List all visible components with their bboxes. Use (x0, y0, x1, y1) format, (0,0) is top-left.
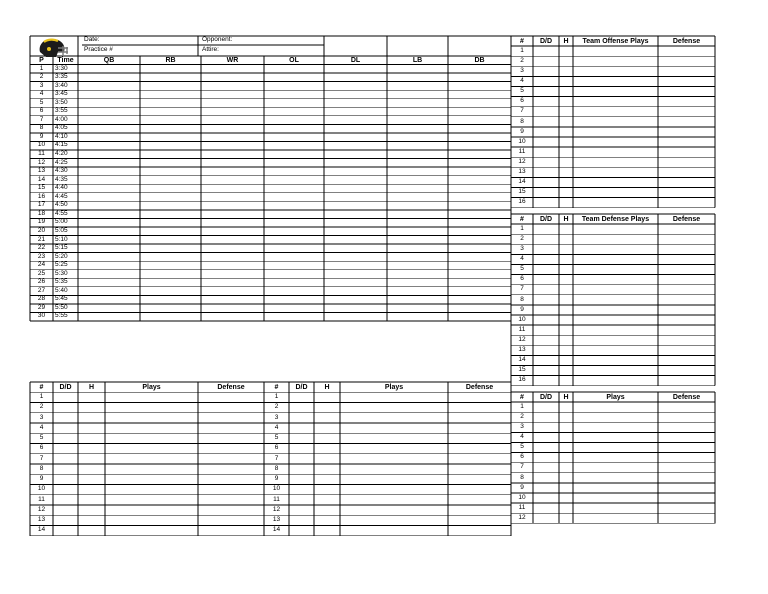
period-number: 15 (37, 184, 46, 192)
plays-middle-col-header: Plays (384, 383, 404, 391)
period-time: 5:30 (55, 269, 68, 277)
plays-middle-row-number: 5 (274, 434, 279, 442)
plays-middle-row-number: 2 (274, 403, 279, 411)
period-time: 4:25 (55, 158, 68, 166)
team-offense-row-number: 2 (520, 56, 524, 64)
schedule-col-header-ol: OL (289, 56, 299, 64)
plays-left-row-number: 3 (39, 413, 44, 421)
team-offense-col-header: Team Offense Plays (582, 37, 649, 45)
period-number: 30 (37, 312, 46, 320)
period-number: 19 (37, 218, 46, 226)
period-number: 20 (37, 226, 46, 234)
period-time: 5:55 (55, 312, 68, 320)
period-time: 3:50 (55, 98, 68, 106)
team-offense-row-number: 12 (518, 157, 526, 165)
team-offense-col-header: # (520, 37, 524, 45)
plays-right-col-header: Plays (606, 393, 625, 401)
plays-left-row-number: 14 (37, 526, 46, 534)
period-time: 5:40 (55, 286, 68, 294)
team-defense-row-number: 9 (520, 305, 524, 313)
period-number: 22 (37, 244, 46, 252)
team-defense-col-header: H (563, 215, 569, 223)
team-defense-col-header: D/D (539, 215, 553, 223)
team-defense-row-number: 2 (520, 234, 524, 242)
period-time: 5:15 (55, 244, 68, 252)
period-number: 23 (37, 252, 46, 260)
period-number: 18 (37, 209, 46, 217)
period-time: 3:55 (55, 107, 68, 115)
team-defense-row-number: 6 (520, 275, 524, 283)
plays-left-row-number: 10 (37, 485, 46, 493)
period-time: 4:45 (55, 192, 68, 200)
period-number: 12 (37, 158, 46, 166)
team-offense-row-number: 1 (520, 46, 524, 54)
plays-middle-row-number: 8 (274, 464, 279, 472)
plays-middle-row-number: 12 (272, 505, 281, 513)
team-defense-row-number: 4 (520, 255, 524, 263)
team-offense-row-number: 14 (518, 178, 526, 186)
period-number: 28 (37, 295, 46, 303)
team-defense-col-header: # (520, 215, 524, 223)
plays-middle-row-number: 10 (272, 485, 281, 493)
plays-right-row-number: 8 (520, 473, 524, 481)
period-number: 14 (37, 175, 46, 183)
period-time: 5:05 (55, 226, 68, 234)
plays-middle-row-number: 13 (272, 516, 281, 524)
period-time: 4:40 (55, 184, 68, 192)
plays-left-row-number: 12 (37, 505, 46, 513)
period-time: 4:20 (55, 150, 68, 158)
team-offense-col-header: Defense (672, 37, 701, 45)
team-defense-row-number: 15 (518, 366, 526, 374)
plays-right-col-header: H (563, 393, 569, 401)
plays-middle-row-number: 3 (274, 413, 279, 421)
team-offense-col-header: D/D (539, 37, 553, 45)
period-time: 5:20 (55, 252, 68, 260)
plays-left-row-number: 5 (39, 434, 44, 442)
plays-left-row-number: 6 (39, 444, 44, 452)
period-number: 24 (37, 261, 46, 269)
plays-left-row-number: 8 (39, 464, 44, 472)
plays-right-col-header: # (520, 393, 524, 401)
plays-middle-col-header: Defense (465, 383, 494, 391)
plays-right-row-number: 7 (520, 463, 524, 471)
team-defense-row-number: 11 (518, 325, 526, 333)
period-time: 4:00 (55, 115, 68, 123)
team-offense-row-number: 16 (518, 198, 526, 206)
plays-middle-row-number: 6 (274, 444, 279, 452)
team-offense-row-number: 10 (518, 137, 526, 145)
team-defense-row-number: 5 (520, 265, 524, 273)
plays-left-row-number: 13 (37, 516, 46, 524)
team-defense-row-number: 8 (520, 295, 524, 303)
period-time: 4:05 (55, 124, 68, 132)
team-offense-row-number: 3 (520, 67, 524, 75)
plays-right-row-number: 2 (520, 412, 524, 420)
team-defense-row-number: 16 (518, 376, 526, 384)
plays-right-col-header: D/D (539, 393, 553, 401)
period-number: 25 (37, 269, 46, 277)
period-time: 3:40 (55, 81, 68, 89)
team-offense-row-number: 13 (518, 168, 526, 176)
team-offense-row-number: 6 (520, 97, 524, 105)
plays-left-row-number: 9 (39, 475, 44, 483)
period-time: 5:10 (55, 235, 68, 243)
team-defense-row-number: 1 (520, 224, 524, 232)
plays-middle-col-header: D/D (295, 383, 308, 391)
period-time: 4:35 (55, 175, 68, 183)
team-defense-row-number: 3 (520, 245, 524, 253)
period-time: 5:25 (55, 261, 68, 269)
period-number: 21 (37, 235, 46, 243)
period-time: 4:10 (55, 132, 68, 140)
period-time: 5:00 (55, 218, 68, 226)
schedule-col-header-dl: DL (350, 56, 361, 64)
plays-left-row-number: 1 (39, 393, 44, 401)
period-number: 3 (39, 81, 44, 89)
period-time: 4:55 (55, 209, 68, 217)
schedule-col-header-time: Time (57, 56, 74, 64)
period-number: 11 (38, 150, 45, 158)
plays-right-row-number: 9 (520, 483, 524, 491)
date-label: Date: (84, 36, 100, 44)
period-number: 13 (37, 167, 46, 175)
period-number: 1 (39, 64, 44, 72)
period-number: 26 (37, 278, 46, 286)
opponent-label: Opponent: (202, 36, 233, 44)
plays-left-row-number: 4 (39, 423, 44, 431)
period-time: 3:45 (55, 90, 68, 98)
team-offense-row-number: 8 (520, 117, 524, 125)
team-offense-row-number: 7 (520, 107, 524, 115)
team-offense-row-number: 4 (520, 77, 524, 85)
team-defense-row-number: 13 (518, 346, 526, 354)
team-defense-row-number: 12 (518, 335, 526, 343)
period-time: 4:30 (55, 167, 68, 175)
team-offense-row-number: 9 (520, 127, 524, 135)
period-number: 8 (39, 124, 44, 132)
period-time: 3:30 (55, 64, 68, 72)
plays-middle-row-number: 1 (274, 393, 279, 401)
team-defense-row-number: 10 (518, 315, 526, 323)
plays-right-row-number: 1 (520, 402, 524, 410)
plays-middle-row-number: 11 (273, 495, 280, 503)
period-number: 16 (37, 192, 46, 200)
practice-number-label: Practice # (84, 45, 113, 53)
period-number: 17 (37, 201, 46, 209)
plays-right-row-number: 10 (518, 493, 526, 501)
period-time: 3:35 (55, 73, 68, 81)
plays-right-col-header: Defense (672, 393, 701, 401)
period-number: 9 (39, 132, 44, 140)
period-number: 27 (37, 286, 46, 294)
plays-left-row-number: 2 (39, 403, 44, 411)
schedule-col-header-p: P (39, 56, 44, 64)
schedule-col-header-lb: LB (412, 56, 423, 64)
plays-right-row-number: 4 (520, 433, 524, 441)
plays-left-col-header: # (39, 383, 44, 391)
plays-left-row-number: 11 (38, 495, 45, 503)
period-number: 4 (39, 90, 44, 98)
plays-left-col-header: H (88, 383, 95, 391)
team-offense-row-number: 5 (520, 87, 524, 95)
period-number: 10 (37, 141, 46, 149)
plays-right-row-number: 12 (518, 513, 526, 521)
period-number: 29 (37, 303, 46, 311)
period-time: 4:15 (55, 141, 68, 149)
schedule-col-header-db: DB (474, 56, 485, 64)
team-defense-col-header: Defense (672, 215, 701, 223)
period-number: 5 (39, 98, 44, 106)
plays-right-row-number: 11 (518, 503, 526, 511)
plays-left-col-header: D/D (59, 383, 72, 391)
plays-right-row-number: 3 (520, 423, 524, 431)
schedule-col-header-rb: RB (165, 56, 176, 64)
plays-left-row-number: 7 (39, 454, 44, 462)
plays-middle-col-header: # (274, 383, 279, 391)
team-defense-row-number: 7 (520, 285, 524, 293)
plays-middle-row-number: 4 (274, 423, 279, 431)
period-number: 6 (39, 107, 44, 115)
plays-middle-row-number: 7 (274, 454, 279, 462)
team-defense-col-header: Team Defense Plays (581, 215, 650, 223)
period-time: 5:35 (55, 278, 68, 286)
period-number: 2 (39, 73, 44, 81)
plays-right-row-number: 5 (520, 443, 524, 451)
team-offense-row-number: 11 (518, 147, 526, 155)
plays-left-col-header: Plays (142, 383, 161, 391)
plays-middle-col-header: H (324, 383, 330, 391)
period-number: 7 (39, 115, 44, 123)
team-offense-col-header: H (563, 37, 569, 45)
plays-middle-row-number: 9 (274, 475, 279, 483)
schedule-col-header-qb: QB (103, 56, 115, 64)
plays-left-col-header: Defense (217, 383, 245, 391)
period-time: 5:45 (55, 295, 68, 303)
period-time: 4:50 (55, 201, 68, 209)
attire-label: Attire: (202, 45, 219, 53)
period-time: 5:50 (55, 303, 68, 311)
schedule-col-header-wr: WR (226, 56, 239, 64)
plays-right-row-number: 6 (520, 453, 524, 461)
team-offense-row-number: 15 (518, 188, 526, 196)
plays-middle-row-number: 14 (272, 526, 281, 534)
team-defense-row-number: 14 (518, 356, 526, 364)
